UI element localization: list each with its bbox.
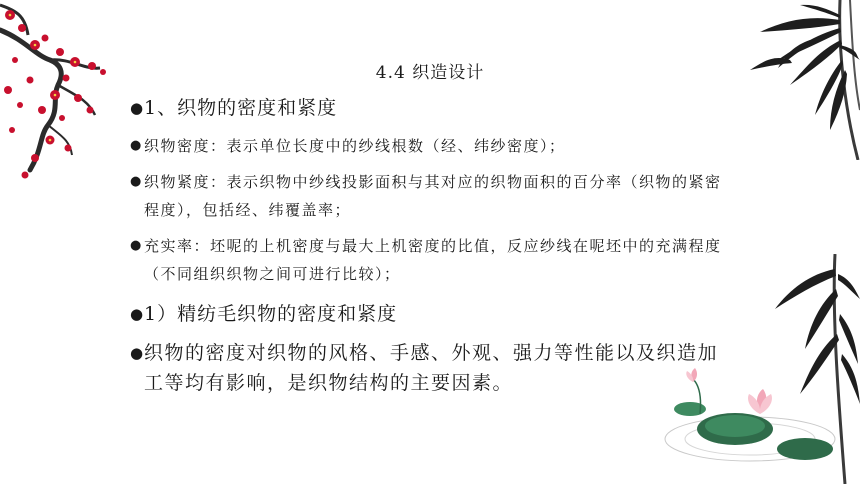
bullet-text: 织物的密度对织物的风格、手感、外观、强力等性能以及织造加工等均有影响，是织物结构的主要因素。 [144,342,719,394]
bullet-dot-icon: ● [130,344,145,362]
plum-blossom-icon [0,0,120,200]
slide-title: 4.4 织造设计 [375,63,485,83]
list-item [130,232,730,288]
list-item [130,132,730,160]
bullet-dot-icon: ● [130,99,145,117]
list-item [130,168,730,224]
plum-blossom-decoration [0,0,120,200]
bullet-text: 织物密度：表示单位长度中的纱线根数（经、纬纱密度）； [144,137,566,155]
bullet-dot-icon: ● [130,138,143,153]
bullet-text: 织物紧度：表示织物中纱线投影面积与其对应的织物面积的百分率（织物的紧密程度），包括经、纬覆盖率； [144,173,722,219]
bullet-dot-icon: ● [130,305,145,323]
bullet-text: 1、织物的密度和紧度 [144,97,338,119]
bullet-text: 充实率：坯呢的上机密度与最大上机密度的比值，反应纱线在呢坯中的充满程度（不同组织织物之间可进行比较）； [144,237,722,283]
list-item [130,298,730,330]
bullet-dot-icon: ● [130,238,143,253]
bullet-text: 1）精纺毛织物的密度和紧度 [144,303,398,325]
list-item [130,338,724,398]
list-item [130,92,730,124]
bullet-dot-icon: ● [130,174,143,189]
bullet-list [130,92,730,398]
